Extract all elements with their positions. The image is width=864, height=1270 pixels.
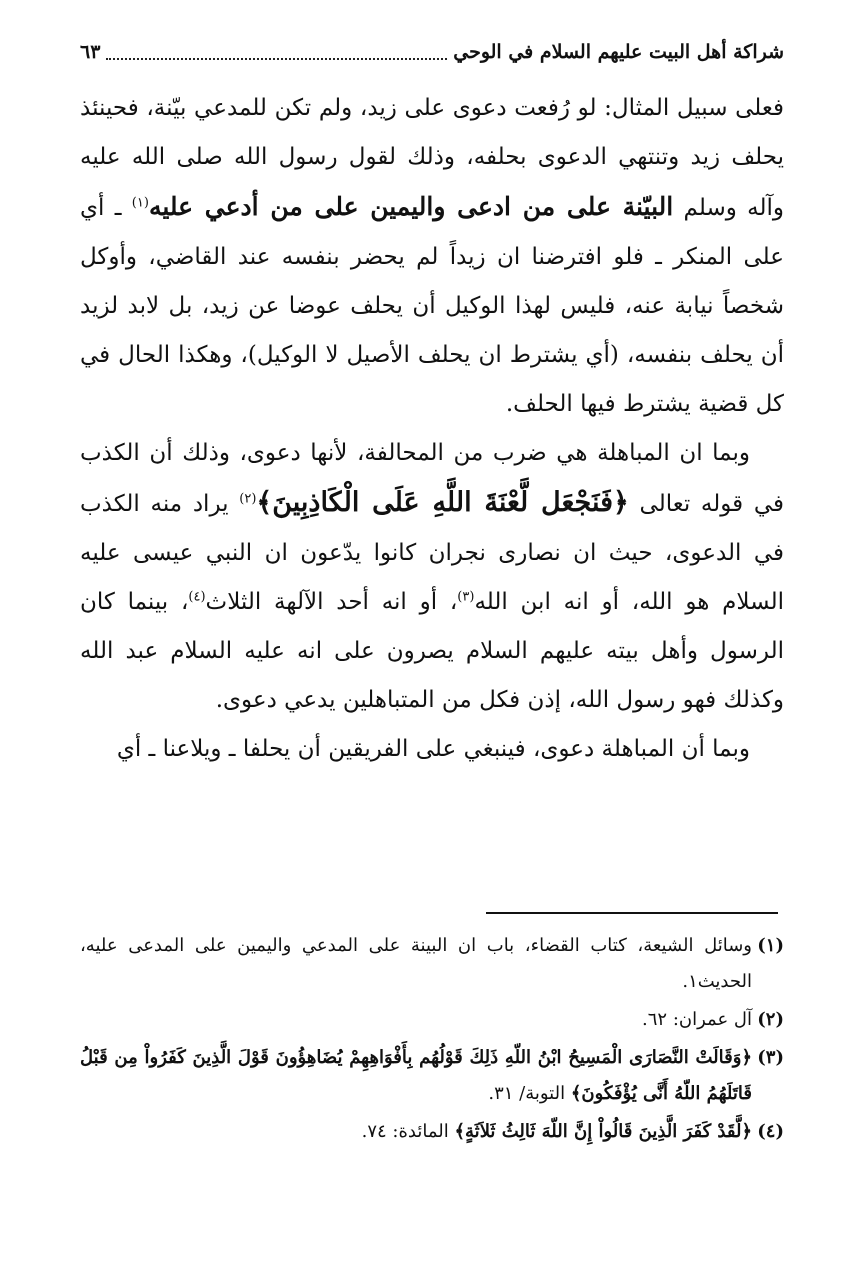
- footnote-3: [80, 1040, 784, 1112]
- footnote-text: آل عمران: ٦٢.: [642, 1009, 752, 1030]
- page-number: ٦٣: [80, 41, 101, 63]
- footnote-source: التوبة/ ٣١.: [488, 1083, 566, 1104]
- footnote-ref-3[interactable]: (٣): [457, 589, 475, 605]
- footnote-number: (١): [757, 935, 784, 956]
- footnote-number: (٤): [757, 1121, 784, 1142]
- footnote-number: (٢): [757, 1009, 784, 1030]
- footnote-ref-2[interactable]: (٢): [239, 491, 257, 507]
- paragraph-2-text-c: ، أو انه أحد الآلهة الثلاث: [205, 589, 458, 615]
- paragraph-1-text-a: فعلى سبيل المثال: لو رُفعت دعوى على زيد، ولم تكن للمدعي بيّنة، فحينئذ يحلف زيد وتنتهي الدعوى بحلفه، وذلك لقول رسول الله صلى الله عليه وآله وسلم: [80, 95, 784, 221]
- footnote-4: [80, 1114, 784, 1150]
- paragraph-1-text-b: ـ أي على المنكر ـ فلو افترضنا ان زيداً لم يحضر بنفسه عند القاضي، وأوكل شخصاً نيابة عنه، فليس لهذا الوكيل أن يحلف عوضا عن زيد، بل لابد لزيد أن يحلف بنفسه، (أي يشترط ان يحلف الأصيل لا الوكيل)، وهكذا الحال في كل قضية يشترط فيها الحلف.: [80, 195, 784, 417]
- chapter-title: شراكة أهل البيت عليهم السلام في الوحي: [453, 41, 784, 63]
- footnote-divider: [486, 912, 778, 914]
- footnote-2: [80, 1002, 784, 1038]
- paragraph-1: [80, 84, 784, 429]
- footnote-1: [80, 928, 784, 1000]
- paragraph-2-text-b: يراد منه الكذب في الدعوى، حيث ان نصارى نجران كانوا يدّعون ان النبي عيسى عليه السلام هو الله، أو انه ابن الله: [80, 491, 784, 615]
- footnote-source: المائدة: ٧٤.: [361, 1121, 449, 1142]
- paragraph-2: [80, 429, 784, 725]
- footnote-verse: ﴿وَقَالَتْ النَّصَارَى الْمَسِيحُ ابْنُ اللّهِ ذَلِكَ قَوْلُهُم بِأَفْوَاهِهِمْ يُضَاهِؤُونَ قَوْلَ الَّذِينَ كَفَرُواْ مِن قَبْلُ قَاتَلَهُمُ اللّهُ أَنَّى يُؤْفَكُونَ﴾: [80, 1047, 752, 1104]
- hadith-quote: البيّنة على من ادعى واليمين على من أدعي عليه: [148, 192, 674, 221]
- dot-leader: [106, 44, 447, 60]
- footnote-text: [80, 1040, 752, 1112]
- quran-verse: ﴿فَنَجْعَل لَّعْنَةَ اللَّهِ عَلَى الْكَاذِبِينَ﴾: [256, 487, 629, 518]
- footnote-text: وسائل الشيعة، كتاب القضاء، باب ان البينة على المدعي واليمين على المدعى عليه، الحديث١.: [80, 935, 752, 992]
- body-text: [80, 84, 784, 774]
- running-header: [80, 34, 784, 70]
- footnote-ref-1[interactable]: (١): [131, 195, 149, 211]
- footnote-verse: ﴿لَّقَدْ كَفَرَ الَّذِينَ قَالُواْ إِنَّ اللّهَ ثَالِثُ ثَلاَثَةٍ﴾: [454, 1121, 752, 1142]
- footnote-number: (٣): [757, 1047, 784, 1068]
- paragraph-2-text-d: ، بينما كان الرسول وأهل بيته عليهم السلام يصرون على انه عليه السلام عبد الله وكذلك فهو رسول الله، إذن فكل من المتباهلين يدعي دعوى.: [80, 589, 784, 713]
- paragraph-3-text: وبما أن المباهلة دعوى، فينبغي على الفريقين أن يحلفا ـ ويلاعنا ـ أي: [116, 736, 750, 762]
- paragraph-3: [80, 725, 784, 774]
- footnote-ref-4[interactable]: (٤): [188, 589, 206, 605]
- paragraph-2-text-a: وبما ان المباهلة هي ضرب من المحالفة، لأنها دعوى، وذلك أن الكذب في قوله تعالى: [80, 440, 784, 517]
- footnote-text: [80, 1114, 752, 1150]
- footnotes: [80, 928, 784, 1152]
